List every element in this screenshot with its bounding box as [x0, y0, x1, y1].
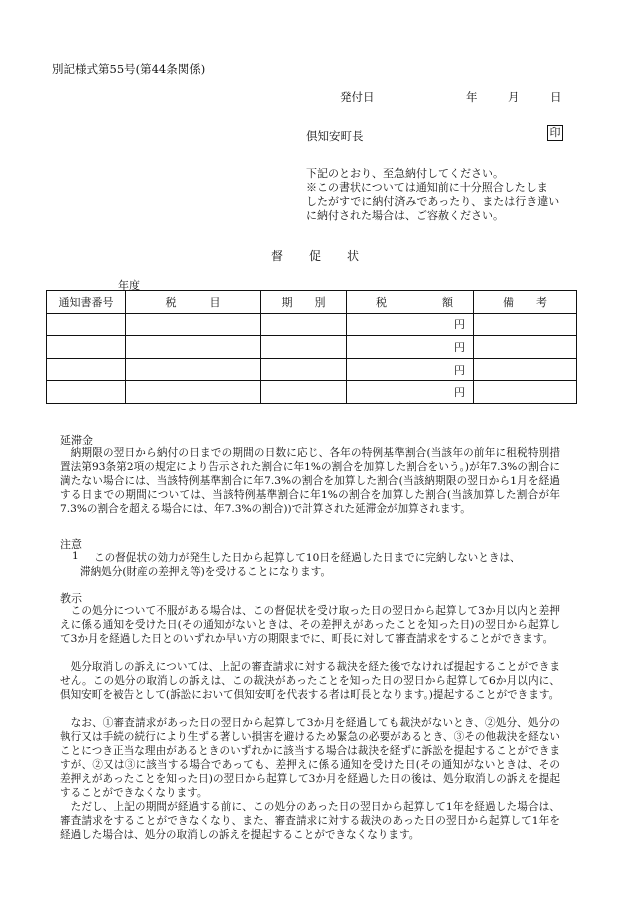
table-header-row — [47, 291, 577, 314]
remarks-cell[interactable] — [474, 358, 577, 381]
tax-item-cell[interactable] — [126, 381, 261, 404]
notice-number-cell[interactable] — [47, 358, 126, 381]
instruction-heading: 教示 — [60, 592, 82, 605]
table-row — [47, 381, 577, 404]
column-header-tax-item: 税 目 — [126, 291, 261, 314]
instruction-paragraph-1: この処分について不服がある場合は、この督促状を受け取った日の翌日から起算して3か月以内と差押えに係る通知を受けた日(その通知がないときは、その差押えがあったことを知った日)の翌日から起算して3か月を経過した日とのいずれか早い方の期限までに、町長に対して審査請求をすることができます。 — [60, 605, 560, 645]
period-cell[interactable] — [261, 336, 347, 359]
fiscal-year-label: 年度 — [118, 279, 140, 292]
tax-item-cell[interactable] — [126, 313, 261, 336]
instruction-paragraph-4: ただし、上記の期間が経過する前に、この処分のあった日の翌日から起算して1年を経過した場合は、審査請求をすることができなくなり、また、審査請求に対する裁決のあった日の翌日から起算して1年を経過した場合は、処分の取消しの訴えを提起することができなくなります。 — [60, 801, 560, 841]
form-number: 別記様式第55号(第44条関係) — [52, 62, 206, 76]
period-cell[interactable] — [261, 313, 347, 336]
remarks-cell[interactable] — [474, 336, 577, 359]
yen-mark: 円 — [454, 386, 465, 400]
tax-amount-cell[interactable] — [347, 336, 474, 359]
notice-number-cell[interactable] — [47, 336, 126, 359]
document-title: 督促状 — [271, 249, 386, 263]
column-header-tax-amount: 税 額 — [347, 291, 474, 314]
notice-line: に納付された場合は、ご容赦ください。 — [306, 209, 504, 222]
table-row — [47, 358, 577, 381]
yen-mark: 円 — [454, 363, 465, 377]
notice-block — [306, 167, 559, 223]
billing-table — [46, 290, 577, 404]
late-fee-body: 納期限の翌日から納付の日までの期間の日数に応じ、各年の特例基準割合(当該年の前年に租税特別措置法第93条第2項の規定により告示された割合に年1%の割合を加算した割合をいう。)が年7.3%の割合に満たない場合には、当該特例基準割合に年7.3%の割合を加算した割合(当該納期限の翌日から1月を経過する日までの期間については、当該特例基準割合に年1%の割合を加算した割合(当該加算した割合が年7.3%の割合を超える場合には、年7.3%の割合))で計算された延滞金が加算されます。 — [60, 447, 560, 515]
notice-number-cell[interactable] — [47, 313, 126, 336]
issue-date-fields — [466, 89, 562, 105]
notice-line: ※この書状については通知前に十分照合したしま — [306, 181, 548, 194]
column-header-period: 期 別 — [261, 291, 347, 314]
day-label: 日 — [550, 90, 562, 104]
table-row — [47, 336, 577, 359]
caution-item-body: この督促状の効力が発生した日から起算して10日を経過した日までに完納しないときは、 — [94, 552, 521, 564]
notice-line: 下記のとおり、至急納付してください。 — [306, 167, 504, 180]
table-row — [47, 313, 577, 336]
column-header-notice-number: 通知書番号 — [47, 291, 126, 314]
yen-mark: 円 — [454, 318, 465, 332]
tax-amount-cell[interactable] — [347, 358, 474, 381]
tax-amount-cell[interactable] — [347, 313, 474, 336]
caution-heading: 注意 — [60, 538, 82, 551]
issue-date-label: 発付日 — [340, 90, 375, 104]
year-label: 年 — [466, 90, 478, 104]
period-cell[interactable] — [261, 381, 347, 404]
caution-item-number: 1 — [72, 550, 79, 562]
period-cell[interactable] — [261, 358, 347, 381]
issuer-name: 倶知安町長 — [306, 129, 364, 143]
instruction-paragraph-3: なお、①審査請求があった日の翌日から起算して3か月を経過しても裁決がないとき、②処分、処分の執行又は手続の続行により生ずる著しい損害を避けるため緊急の必要があるとき、③その他裁決を経ないことにつき正当な理由があるときのいずれかに該当する場合は裁決を経ずに訴訟を提起することができますが、②又は③に該当する場合であっても、差押えに係る通知を受けた日(その通知がないときは、その差押えがあったことを知った日)の翌日から起算して3か月を経過した日の後は、処分取消しの訴えを提起することができなくなります。 — [60, 717, 560, 799]
tax-amount-cell[interactable] — [347, 381, 474, 404]
month-label: 月 — [508, 90, 520, 104]
caution-item-body-cont: 滞納処分(財産の差押え等)を受けることになります。 — [80, 566, 332, 578]
column-header-remarks: 備 考 — [474, 291, 577, 314]
late-fee-heading: 延滞金 — [60, 434, 93, 447]
tax-item-cell[interactable] — [126, 336, 261, 359]
remarks-cell[interactable] — [474, 313, 577, 336]
tax-item-cell[interactable] — [126, 358, 261, 381]
notice-line: したがすでに納付済みであったり、または行き違い — [306, 195, 560, 208]
notice-number-cell[interactable] — [47, 381, 126, 404]
seal-stamp: 印 — [547, 125, 563, 141]
instruction-paragraph-2: 処分取消しの訴えについては、上記の審査請求に対する裁決を経た後でなければ提起することができません。この処分の取消しの訴えは、この裁決があったことを知った日の翌日から起算して6か月以内に、倶知安町を被告として(訴訟において倶知安町を代表する者は町長となります。)提起することができます。 — [60, 661, 560, 701]
yen-mark: 円 — [454, 340, 465, 354]
remarks-cell[interactable] — [474, 381, 577, 404]
